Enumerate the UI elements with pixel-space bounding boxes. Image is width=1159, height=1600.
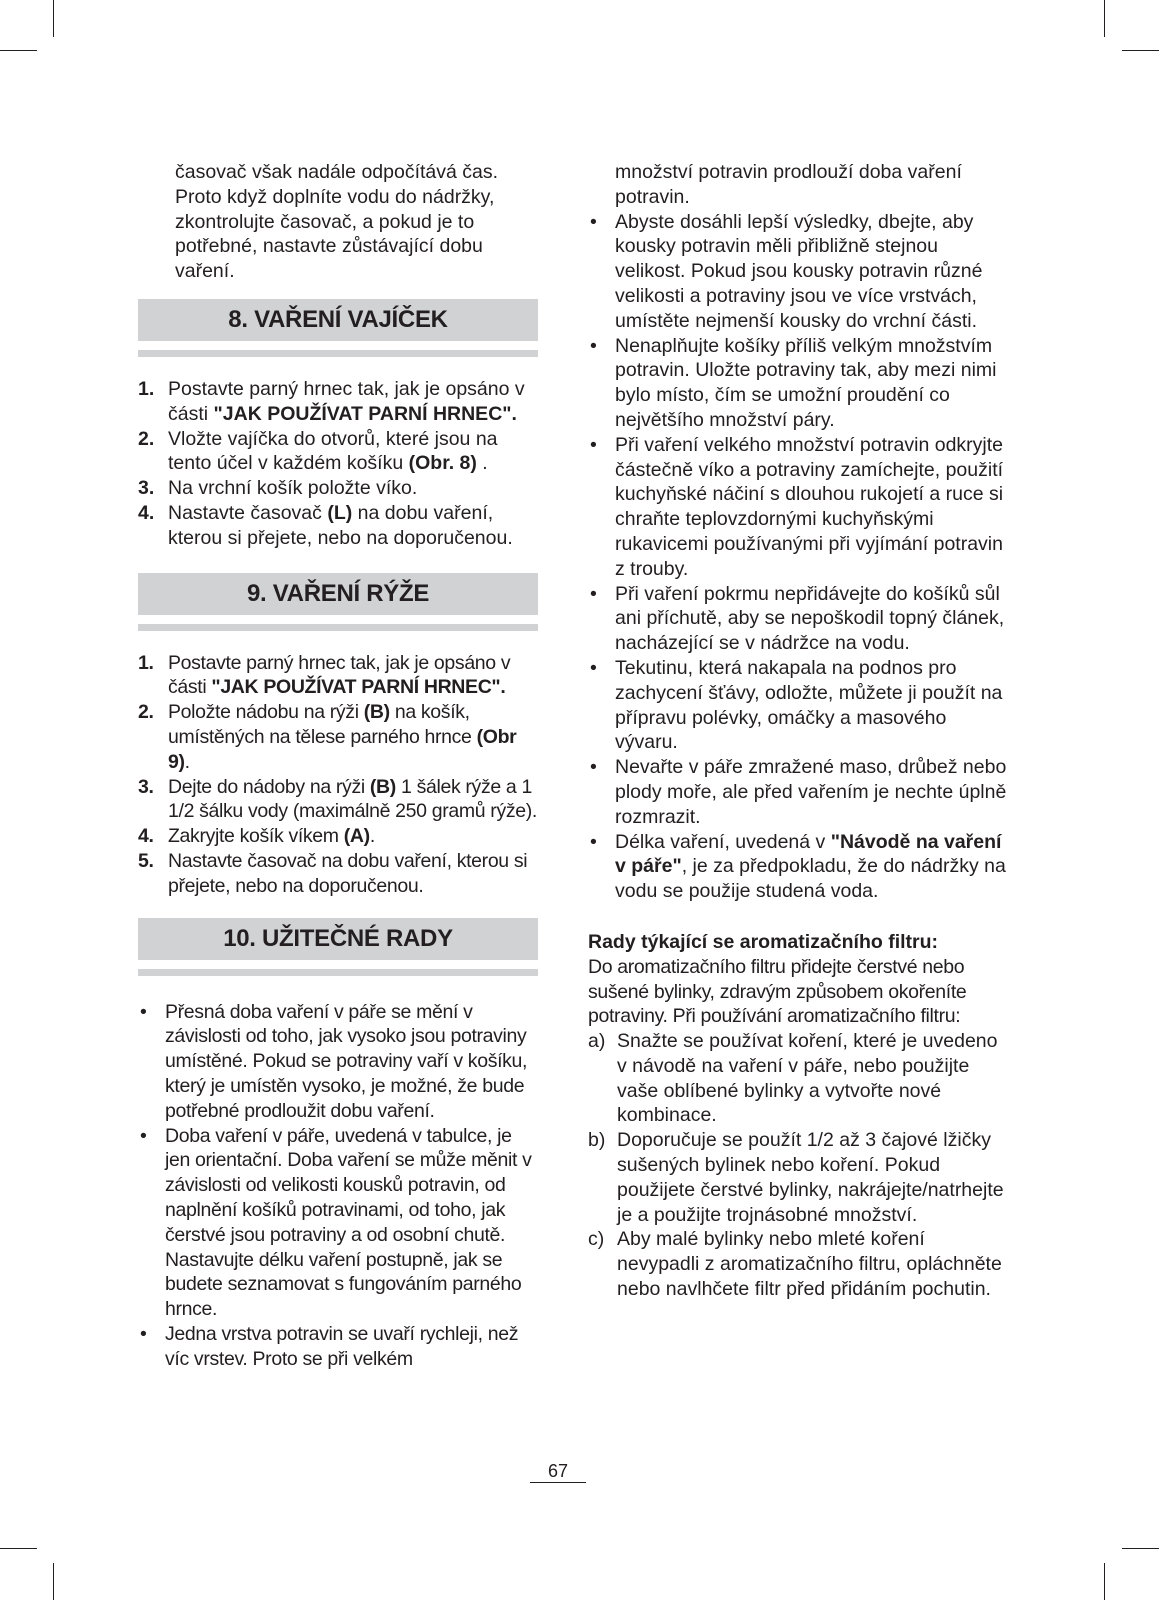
list-item: a) Snažte se používat koření, které je uvedeno v návodě na vaření v páře, nebo použijte vaše oblíbené bylinky a vytvořte nové kombinace. <box>588 1030 998 1127</box>
list-item: • Při vaření pokrmu nepřidávejte do košíků sůl ani příchutě, aby se nepoškodil topný článek, nacházející se v nádržce na vodu. <box>590 582 1005 655</box>
section-heading: 10. UŽITEČNÉ RADY <box>138 918 538 960</box>
intro-line: zkontrolujte časovač, a pokud je to <box>175 210 475 233</box>
bullet: • <box>590 656 597 679</box>
bullet: • <box>140 1322 147 1345</box>
step-number: 1. <box>138 377 155 400</box>
crop-mark <box>53 0 54 37</box>
bullet: • <box>590 756 597 779</box>
crop-mark <box>0 50 37 51</box>
tips-list <box>588 210 1008 904</box>
bullet: • <box>140 1000 147 1023</box>
list-item: • Abyste dosáhli lepší výsledky, dbejte, aby kousky potravin měli přibližně stejnou velikost. Pokud jsou kousky potravin různé velikosti a potraviny jsou ve více vrstvách, umístěte nejmenší kousky do vrchní části. <box>590 210 983 332</box>
page-number: 67 <box>530 1460 586 1483</box>
list-item: • Při vaření velkého množství potravin odkryjte částečně víko a potraviny zamíchejte, použití kuchyňské náčiní s dlouhou rukojetí a ruce si chraňte teplovzdornými kuchyňskými rukavicemi používanými při vyjímání potravin z trouby. <box>590 433 1004 580</box>
section-heading: 8. VAŘENÍ VAJÍČEK <box>138 299 538 341</box>
bullet: • <box>590 210 597 233</box>
list-item: • Tekutinu, která nakapala na podnos pro zachycení šťávy, odložte, můžete ji použít na přípravu polévky, omáčky a masového vývaru. <box>590 656 1003 754</box>
crop-mark <box>53 1563 54 1600</box>
list-item: • Délka vaření, uvedená v "Návodě na vaření v páře", je za předpokladu, že do nádržky na vodu se použije studená voda. <box>590 830 1006 903</box>
step-number: 1. <box>138 651 154 674</box>
list-item: 3. Dejte do nádoby na rýži (B) 1 šálek rýže a 1 1/2 šálku vody (maximálně 250 gramů rýže). <box>138 775 537 823</box>
list-item: 1. Postavte parný hrnec tak, jak je opsáno v části "JAK POUŽÍVAT PARNÍ HRNEC". <box>138 377 525 425</box>
list-item: 2. Položte nádobu na rýži (B) na košík, umístěných na tělese parného hrnce (Obr 9). <box>138 701 517 773</box>
left-column <box>138 160 538 1371</box>
item-letter: b) <box>588 1129 606 1152</box>
section-divider <box>138 624 538 631</box>
section9-steps <box>138 651 538 899</box>
list-item: 3. Na vrchní košík položte víko. <box>138 477 418 500</box>
list-item: b) Doporučuje se použít 1/2 až 3 čajové lžičky sušených bylinek nebo koření. Pokud použijete čerstvé bylinky, nakrájejte/natrhejte je a použijte trojnásobné množství. <box>588 1129 1004 1226</box>
intro-text <box>138 160 538 284</box>
section8-steps <box>138 377 538 551</box>
continuation-text: množství potravin prodlouží doba vaření potravin. <box>615 161 962 208</box>
list-item: • Přesná doba vaření v páře se mění v závislosti od toho, jak vysoko jsou potraviny umístěné. Pokud se potraviny vaří v košíku, který je umístěn vysoko, je možné, že bude potřebné prodloužit dobu vaření. <box>140 1000 528 1122</box>
bullet: • <box>140 1124 147 1147</box>
crop-mark <box>0 1548 37 1549</box>
crop-mark <box>1122 50 1159 51</box>
list-item: • Nevařte v páře zmražené maso, drůbež nebo plody moře, ale před vařením je nechte úplně rozmrazit. <box>590 756 1007 828</box>
filter-tips <box>588 1029 1008 1302</box>
right-column <box>588 160 1008 1302</box>
list-item: 5. Nastavte časovač na dobu vaření, kterou si přejete, nebo na doporučenou. <box>138 849 528 897</box>
item-letter: c) <box>588 1228 605 1251</box>
section-divider <box>138 350 538 357</box>
list-item: 4. Nastavte časovač (L) na dobu vaření, kterou si přejete, nebo na doporučenou. <box>138 501 513 549</box>
bullet: • <box>590 433 597 456</box>
list-item: • Nenaplňujte košíky příliš velkým množstvím potravin. Uložte potraviny tak, aby mezi nimi bylo místo, čím se umožní proudění co největšího množství páry. <box>590 334 997 431</box>
section10-tips <box>138 1000 538 1372</box>
step-number: 2. <box>138 427 155 450</box>
list-item: • Jedna vrstva potravin se uvaří rychleji, než víc vrstev. Proto se při velkém <box>140 1322 519 1370</box>
intro-line: potřebné, nastavte zůstávající dobu <box>175 235 483 258</box>
list-item: • Doba vaření v páře, uvedená v tabulce, je jen orientační. Doba vaření se může měnit v závislosti od velikosti kousků potravin, od naplnění košíků potravinami, od toho, jak čerstvé jsou potraviny a od osobní chutě. Nastavujte délku vaření postupně, jak se budete seznamovat s fungováním parného hrnce. <box>140 1124 532 1321</box>
crop-mark <box>1104 0 1105 37</box>
step-number: 2. <box>138 701 154 724</box>
intro-line: časovač však nadále odpočítává čas. <box>175 161 499 183</box>
list-item: c) Aby malé bylinky nebo mleté koření nevypadli z aromatizačního filtru, opláchněte nebo navlhčete filtr před přidáním pochutin. <box>588 1228 1002 1301</box>
intro-line: Proto když doplníte vodu do nádržky, <box>175 185 495 208</box>
filter-intro: Do aromatizačního filtru přidejte čerstvé nebo sušené bylinky, zdravým způsobem okořeníte potraviny. Při používání aromatizačního filtru: <box>588 955 967 1028</box>
crop-mark <box>1122 1548 1159 1549</box>
item-letter: a) <box>588 1030 606 1053</box>
step-number: 3. <box>138 477 155 500</box>
list-item: 1. Postavte parný hrnec tak, jak je opsáno v části "JAK POUŽÍVAT PARNÍ HRNEC". <box>138 651 511 699</box>
list-item: 4. Zakryjte košík víkem (A). <box>138 825 375 848</box>
step-number: 4. <box>138 501 155 524</box>
bullet: • <box>590 334 597 357</box>
bullet: • <box>590 582 597 605</box>
intro-line: vaření. <box>175 260 235 283</box>
crop-mark <box>1104 1563 1105 1600</box>
filter-heading: Rady týkající se aromatizačního filtru: <box>588 930 939 953</box>
list-item: 2. Vložte vajíčka do otvorů, které jsou na tento účel v každém košíku (Obr. 8) . <box>138 427 498 475</box>
section-divider <box>138 969 538 976</box>
step-number: 3. <box>138 775 154 798</box>
section-heading: 9. VAŘENÍ RÝŽE <box>138 573 538 615</box>
step-number: 5. <box>138 849 154 872</box>
step-number: 4. <box>138 825 154 848</box>
bullet: • <box>590 830 597 853</box>
